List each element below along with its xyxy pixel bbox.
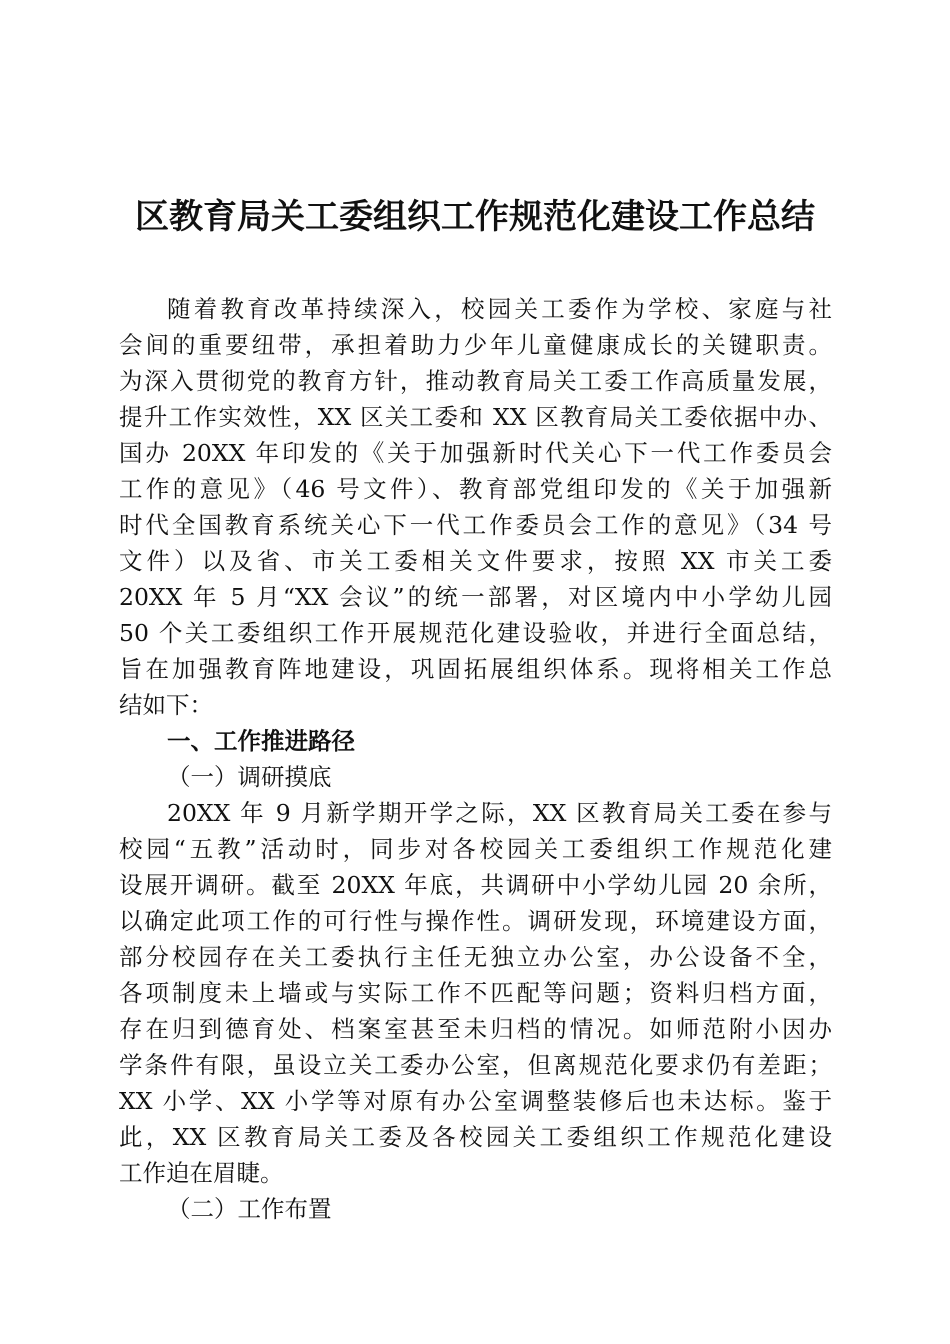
body-line: 各项制度未上墙或与实际工作不匹配等问题；资料归档方面， [119,979,832,1007]
body-line: 此，XX 区教育局关工委及各校园关工委组织工作规范化建设 [119,1123,832,1151]
body-line: 学条件有限，虽设立关工委办公室，但离规范化要求仍有差距； [119,1051,832,1079]
subsection-heading: （一）调研摸底 [167,763,332,791]
section-heading: 一、工作推进路径 [167,727,355,755]
body-line: 部分校园存在关工委执行主任无独立办公室，办公设备不全， [119,943,832,971]
body-line: 时代全国教育系统关心下一代工作委员会工作的意见》（34 号 [119,511,832,539]
body-line: 工作的意见》（46 号文件）、教育部党组印发的《关于加强新 [119,475,832,503]
body-line: 国办 20XX 年印发的《关于加强新时代关心下一代工作委员会 [119,439,832,467]
body-line: 设展开调研。截至 20XX 年底，共调研中小学幼儿园 20 余所， [119,871,832,899]
subsection-heading: （二）工作布置 [167,1195,332,1223]
body-line: 文件）以及省、市关工委相关文件要求，按照 XX 市关工委 [119,547,832,575]
body-line: 旨在加强教育阵地建设，巩固拓展组织体系。现将相关工作总 [119,655,832,683]
document-title: 区教育局关工委组织工作规范化建设工作总结 [135,197,815,237]
body-line: XX 小学、XX 小学等对原有办公室调整装修后也未达标。鉴于 [119,1087,832,1115]
body-line: 以确定此项工作的可行性与操作性。调研发现，环境建设方面， [119,907,832,935]
body-line: 校园“五教”活动时，同步对各校园关工委组织工作规范化建 [119,835,832,863]
body-line: 会间的重要纽带，承担着助力少年儿童健康成长的关键职责。 [119,331,832,359]
body-line: 20XX 年 5 月“XX 会议”的统一部署，对区境内中小学幼儿园 [119,583,832,611]
body-line: 随着教育改革持续深入，校园关工委作为学校、家庭与社 [167,295,832,323]
body-line: 20XX 年 9 月新学期开学之际，XX 区教育局关工委在参与 [167,799,832,827]
body-line: 工作迫在眉睫。 [119,1159,284,1187]
body-line: 为深入贯彻党的教育方针，推动教育局关工委工作高质量发展， [119,367,832,395]
body-line: 结如下： [119,691,213,719]
body-line: 50 个关工委组织工作开展规范化建设验收，并进行全面总结， [119,619,832,647]
body-line: 提升工作实效性，XX 区关工委和 XX 区教育局关工委依据中办、 [119,403,832,431]
body-line: 存在归到德育处、档案室甚至未归档的情况。如师范附小因办 [119,1015,832,1043]
